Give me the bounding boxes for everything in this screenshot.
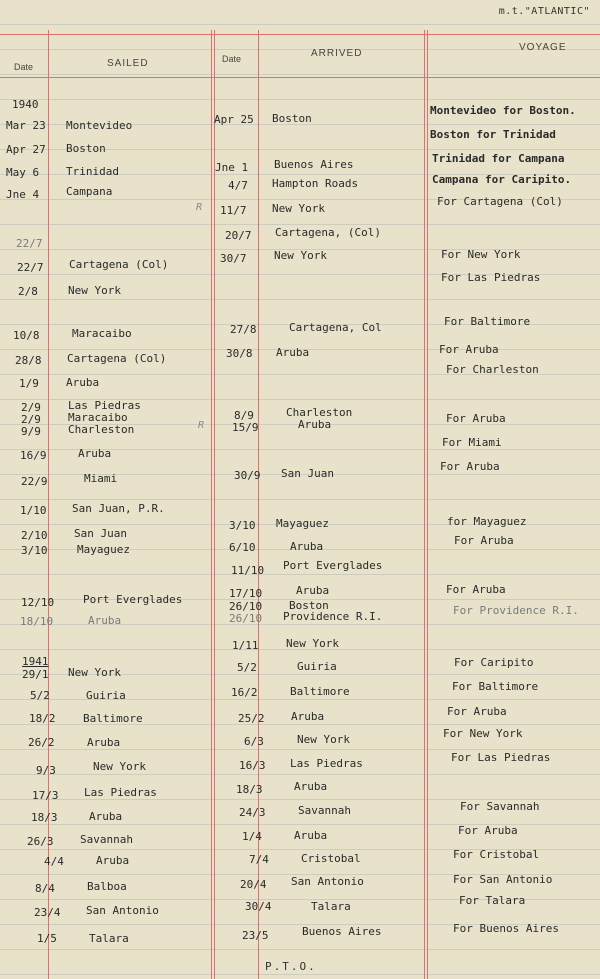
sailed-place: Las Piedras [68,399,141,412]
arrived-date: 25/2 [238,712,265,725]
arrived-place: Providence R.I. [283,610,383,623]
sailed-date: 26/3 [27,835,54,848]
voyage-entry: For Talara [459,894,526,907]
arrived-place: San Antonio [291,875,364,888]
sailed-date: Apr 27 [6,143,46,156]
sailed-place: Aruba [66,376,100,389]
sailed-place: Aruba [78,447,112,460]
arrived-date: 24/3 [239,806,266,819]
voyage-entry: for Mayaguez [447,515,527,528]
arrived-date: Jne 1 [215,161,249,174]
arrived-date: 26/10 [229,612,263,625]
sailed-date: 4/4 [44,855,64,868]
voyage-entry: For Charleston [446,363,539,376]
arrived-date: 16/2 [231,686,258,699]
arrived-place: New York [286,637,339,650]
sailed-date: 1/10 [20,504,47,517]
header-bottom-rule [0,77,600,78]
sailed-date: Mar 23 [6,119,46,132]
arrived-place: Buenos Aires [274,158,354,171]
arrived-place: Aruba [294,780,328,793]
arrived-date: 5/2 [237,661,257,674]
arrived-place: Boston [289,599,329,612]
sailed-date: 1/9 [19,377,39,390]
arrived-place: Cartagena, (Col) [275,226,381,239]
sailed-date: 5/2 [30,689,50,702]
voyage-entry: For Buenos Aires [453,922,559,935]
sailed-place: Mayaguez [77,543,130,556]
voyage-entry: For Miami [442,436,502,449]
sailed-date: 17/3 [32,789,59,802]
arrived-date: 23/5 [242,929,269,942]
voyage-entry: For Aruba [454,534,514,547]
sailed-place: Aruba [89,810,123,823]
arrived-date: 6/3 [244,735,264,748]
rule-voyage-left-2 [427,30,428,979]
arrived-date: 4/7 [228,179,248,192]
voyage-entry: For Aruba [440,460,500,473]
arrived-place: Talara [311,900,351,913]
voyage-entry: Montevideo for Boston. [430,104,576,117]
arrived-date: 11/7 [220,204,247,217]
sailed-place: New York [93,760,146,773]
arrived-header: ARRIVED [311,48,363,59]
sailed-place: Maracaibo [68,411,128,424]
sailed-date: 1/5 [37,932,57,945]
pto-note: P.T.O. [265,960,317,973]
voyage-entry: Boston for Trinidad [430,128,556,141]
sailed-date: 28/8 [15,354,42,367]
arrived-date: 3/10 [229,519,256,532]
sailed-date: 9/3 [36,764,56,777]
arrived-place: Buenos Aires [302,925,382,938]
sailed-place: Cartagena (Col) [67,352,167,365]
arrived-date: 7/4 [249,853,269,866]
arrived-date: 1/4 [242,830,262,843]
arrived-place: San Juan [281,467,334,480]
sailed-place: San Juan [74,527,127,540]
arrived-date: 26/10 [229,600,263,613]
voyage-entry: For Aruba [447,705,507,718]
sailed-date: 22/9 [21,475,48,488]
sailed-date: 3/10 [21,544,48,557]
arrived-place: New York [274,249,327,262]
voyage-entry: For Las Piedras [441,271,541,284]
sailed-place: Aruba [88,614,122,627]
arrived-place: Aruba [276,346,310,359]
arrived-date: 8/9 [234,409,254,422]
sailed-place: Trinidad [66,165,119,178]
voyage-entry: For Cristobal [453,848,540,861]
sailed-date: 12/10 [21,596,55,609]
rule-voyage-left [424,30,425,979]
arrived-place: Aruba [296,584,330,597]
sailed-place: Aruba [96,854,130,867]
sailed-place: Guiria [86,689,126,702]
arrived-date: 17/10 [229,587,263,600]
sailed-place: Balboa [87,880,127,893]
arrived-place: Port Everglades [283,559,383,572]
voyage-entry: For Caripito [454,656,534,669]
voyage-entry: Campana for Caripito. [432,173,572,186]
voyage-entry: For Providence R.I. [453,604,579,617]
arrived-date: 16/3 [239,759,266,772]
sailed-header: SAILED [107,58,149,69]
sailed-date: 29/1 [22,668,49,681]
sailed-place: Port Everglades [83,593,183,606]
arrived-date: Apr 25 [214,113,254,126]
sailed-place: New York [68,284,121,297]
sailed-place: Talara [89,932,129,945]
arrived-place: Aruba [291,710,325,723]
margin-mark: R [198,420,205,431]
sailed-place: Charleston [68,423,135,436]
sailed-place: Campana [66,185,113,198]
voyage-entry: For Aruba [439,343,499,356]
sailed-date: 18/2 [29,712,56,725]
ship-name: m.t."ATLANTIC" [498,6,590,17]
arrived-place: Charleston [286,406,353,419]
sailed-place: Maracaibo [72,327,132,340]
arrived-place: Hampton Roads [272,177,359,190]
sailed-date: 18/3 [31,811,58,824]
voyage-entry: For Las Piedras [451,751,551,764]
voyage-entry: For New York [443,727,523,740]
arrived-place: Savannah [298,804,351,817]
header-top-rule [0,34,600,35]
sailed-year: 1940 [12,98,39,111]
sailed-date: 22/7 [17,261,44,274]
voyage-entry: For Aruba [446,583,506,596]
sailed-place: Boston [66,142,106,155]
sailed-place: Cartagena (Col) [69,258,169,271]
sailed-place: Aruba [87,736,121,749]
arrived-date: 1/11 [232,639,259,652]
sailed-date: 18/10 [20,615,54,628]
arrived-date: 18/3 [236,783,263,796]
sailed-date: 8/4 [35,882,55,895]
voyage-entry: For New York [441,248,521,261]
sailed-date: 23/4 [34,906,61,919]
arrived-place: Boston [272,112,312,125]
voyage-entry: For Baltimore [452,680,539,693]
sailed-place: Las Piedras [84,786,157,799]
sailed-date-header: Date [14,62,34,72]
arrived-date: 30/9 [234,469,261,482]
arrived-date: 6/10 [229,541,256,554]
sailed-date: 22/7 [16,237,43,250]
sailed-place: Savannah [80,833,133,846]
arrived-date: 30/7 [220,252,247,265]
arrived-date: 30/4 [245,900,272,913]
arrived-date: 11/10 [231,564,265,577]
sailed-place: Baltimore [83,712,143,725]
voyage-entry: For Aruba [446,412,506,425]
arrived-place: Mayaguez [276,517,329,530]
arrived-place: New York [297,733,350,746]
arrived-date: 20/4 [240,878,267,891]
arrived-date: 15/9 [232,421,259,434]
sailed-date: 16/9 [20,449,47,462]
sailed-date: 10/8 [13,329,40,342]
sailed-place: San Antonio [86,904,159,917]
arrived-place: Las Piedras [290,757,363,770]
sailed-date: 2/9 [21,413,41,426]
sailed-place: San Juan, P.R. [72,502,165,515]
sailed-place: New York [68,666,121,679]
arrived-place: Aruba [294,829,328,842]
sailed-date: 9/9 [21,425,41,438]
voyage-header: VOYAGE [519,42,567,53]
rule-arrived-left [211,30,212,979]
arrived-place: New York [272,202,325,215]
sailed-date: May 6 [6,166,40,179]
sailed-date: 2/10 [21,529,48,542]
arrived-date: 20/7 [225,229,252,242]
voyage-entry: For San Antonio [453,873,553,886]
arrived-place: Aruba [298,418,332,431]
arrived-place: Baltimore [290,685,350,698]
arrived-place: Cristobal [301,852,361,865]
margin-mark: R [196,202,203,213]
sailed-date: 2/9 [21,401,41,414]
sailed-date: Jne 4 [6,188,40,201]
arrived-date: 27/8 [230,323,257,336]
sailed-place: Miami [84,472,118,485]
arrived-place: Guiria [297,660,337,673]
voyage-entry: For Baltimore [444,315,531,328]
sailed-date: 2/8 [18,285,38,298]
arrived-date-header: Date [222,54,242,64]
sailed-year: 1941 [22,655,49,668]
sailed-place: Montevideo [66,119,133,132]
voyage-entry: Trinidad for Campana [432,152,565,165]
arrived-date: 30/8 [226,347,253,360]
arrived-place: Cartagena, Col [289,321,382,334]
arrived-place: Aruba [290,540,324,553]
voyage-entry: For Savannah [460,800,540,813]
voyage-entry: For Aruba [458,824,518,837]
voyage-entry: For Cartagena (Col) [437,195,563,208]
sailed-date: 26/2 [28,736,55,749]
